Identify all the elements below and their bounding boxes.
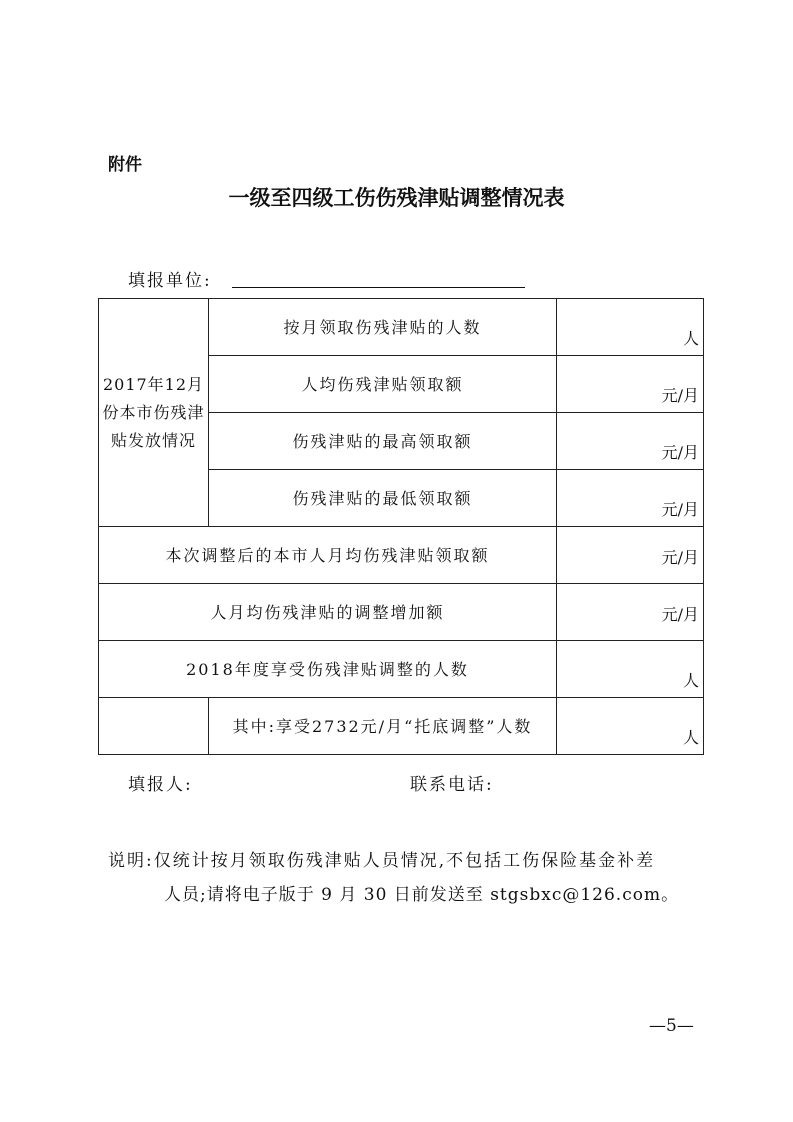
row-label: 人月均伤残津贴的调整增加额 — [210, 603, 445, 622]
group-label: 2017年12月份本市伤残津贴发放情况 — [102, 374, 205, 450]
empty-cell — [99, 698, 209, 755]
unit-label: 元/月 — [661, 386, 699, 405]
unit-label: 元/月 — [661, 443, 699, 462]
row-label: 伤残津贴的最高领取额 — [292, 432, 473, 451]
row-label-cell — [209, 413, 557, 470]
row-label-cell — [99, 641, 557, 698]
fill-unit-label: 填报单位: — [128, 271, 212, 291]
filler-label: 填报人: — [128, 775, 193, 795]
value-cell[interactable] — [557, 470, 704, 527]
table-row — [99, 299, 704, 356]
fill-unit-blank[interactable] — [232, 287, 525, 288]
group-label-cell — [99, 299, 209, 527]
value-cell[interactable] — [557, 527, 704, 584]
attachment-label: 附件 — [108, 155, 142, 175]
row-label-cell — [209, 470, 557, 527]
value-cell[interactable] — [557, 584, 704, 641]
unit-label: 元/月 — [661, 548, 699, 567]
row-label-cell — [99, 527, 557, 584]
table-row — [99, 641, 704, 698]
row-label: 伤残津贴的最低领取额 — [292, 489, 473, 508]
unit-label: 人 — [682, 671, 699, 690]
value-cell[interactable] — [557, 641, 704, 698]
unit-label: 元/月 — [661, 605, 699, 624]
row-label: 本次调整后的本市人月均伤残津贴领取额 — [165, 546, 490, 565]
row-label: 其中:享受2732元/月“托底调整”人数 — [232, 717, 533, 736]
table-row — [99, 584, 704, 641]
row-label-cell — [209, 299, 557, 356]
value-cell[interactable] — [557, 698, 704, 755]
value-cell[interactable] — [557, 413, 704, 470]
row-label: 人均伤残津贴领取额 — [301, 375, 464, 394]
table-row — [99, 698, 704, 755]
document-title: 一级至四级工伤伤残津贴调整情况表 — [228, 185, 565, 210]
table-row — [99, 527, 704, 584]
value-cell[interactable] — [557, 356, 704, 413]
unit-label: 元/月 — [661, 500, 699, 519]
unit-label: 人 — [682, 728, 699, 747]
row-label-cell — [209, 356, 557, 413]
row-label: 按月领取伤残津贴的人数 — [283, 318, 482, 337]
adjustment-table — [98, 298, 704, 755]
note-line-1: 说明:仅统计按月领取伤残津贴人员情况,不包括工伤保险基金补差 — [108, 851, 656, 871]
row-label: 2018年度享受伤残津贴调整的人数 — [186, 660, 469, 679]
unit-label: 人 — [682, 329, 699, 348]
page-number: —5— — [649, 1016, 694, 1036]
note-line-2: 人员;请将电子版于 9 月 30 日前发送至 stgsbxc@126.com。 — [164, 885, 680, 905]
row-label-cell — [209, 698, 557, 755]
row-label-cell — [99, 584, 557, 641]
value-cell[interactable] — [557, 299, 704, 356]
phone-label: 联系电话: — [410, 775, 494, 795]
